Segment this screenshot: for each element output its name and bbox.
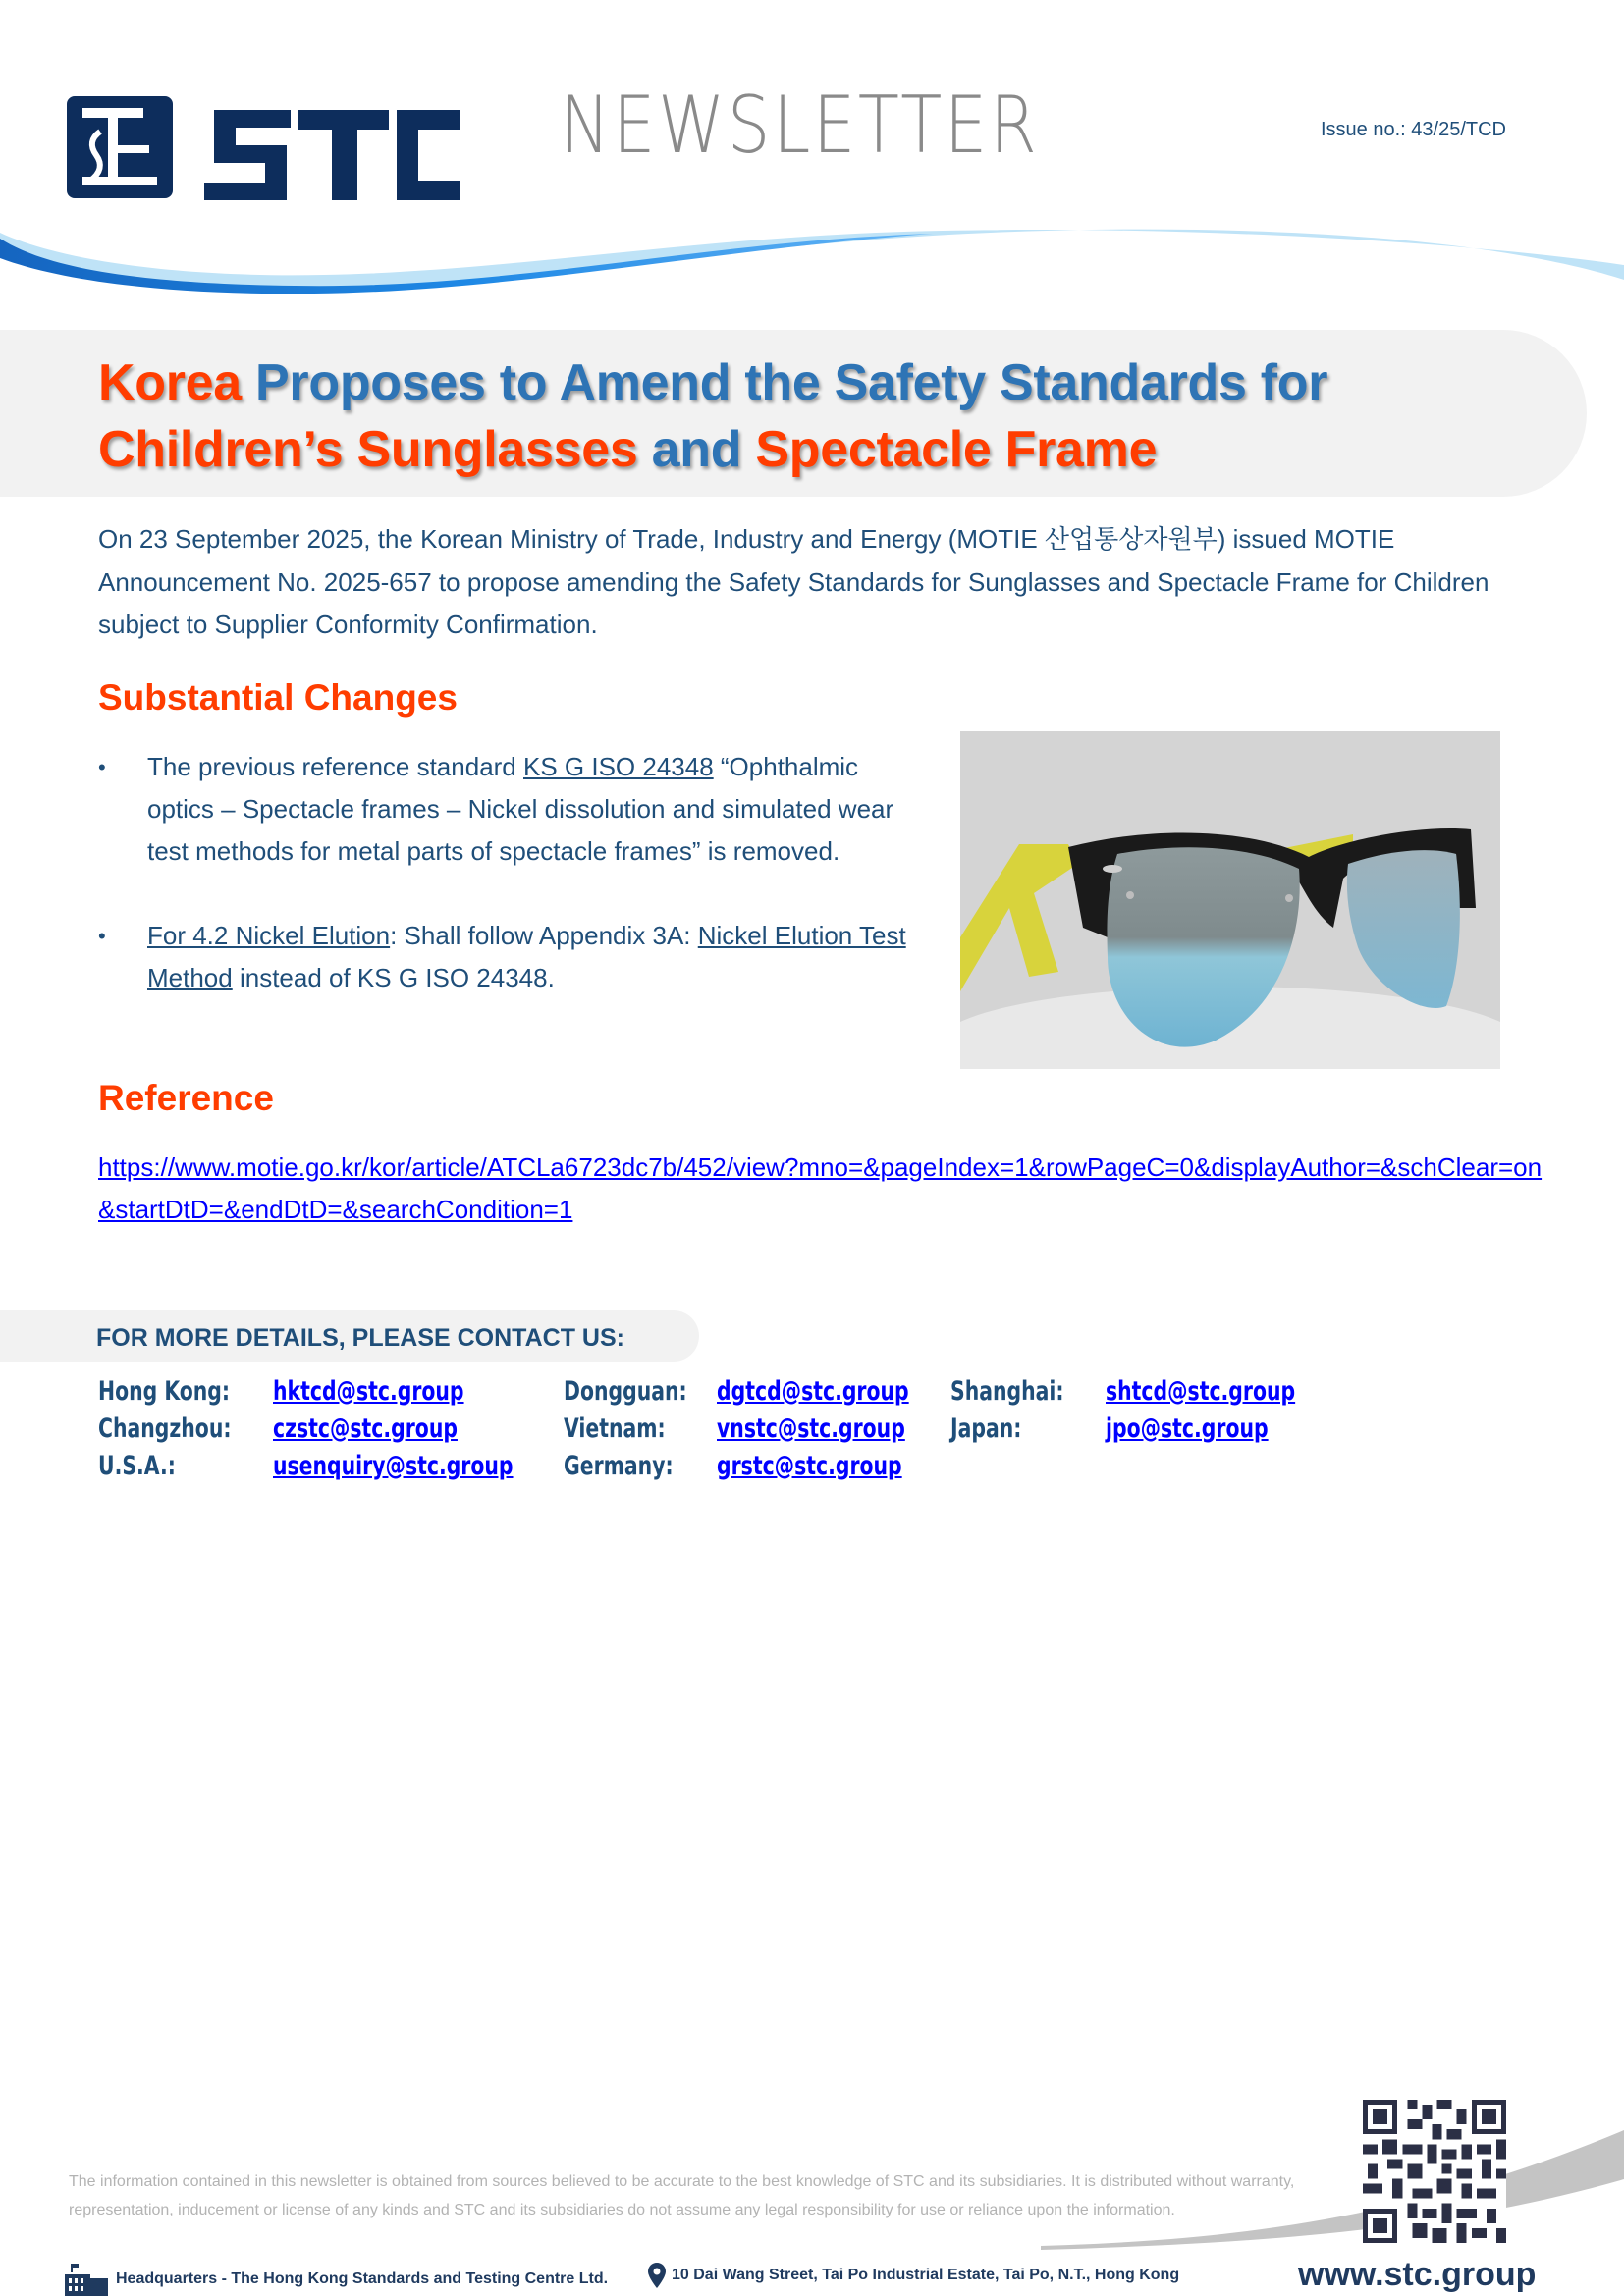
- changes-list: [98, 746, 923, 1041]
- bullet-text: instead of KS G ISO 24348.: [232, 963, 555, 992]
- test-method-link[interactable]: Nickel Elution Test Method: [147, 921, 906, 992]
- issue-number: Issue no.: 43/25/TCD: [1321, 119, 1506, 140]
- title-part: Proposes to Amend the Safety Standards for: [241, 354, 1328, 411]
- website-link[interactable]: www.stc.group: [1298, 2256, 1537, 2293]
- stc-logo: [67, 96, 460, 202]
- title-part: Korea: [98, 354, 242, 411]
- contact-title: FOR MORE DETAILS, PLEASE CONTACT US:: [96, 1324, 624, 1352]
- headquarters: [63, 2263, 608, 2296]
- reference-link[interactable]: https://www.motie.go.kr/kor/article/ATCLa6723dc7b/452/view?mno=&pageIndex=1&rowPageC=0&displayAuthor=&schClear=on&startDtD=&endDtD=&searchCondition=1: [98, 1152, 1543, 1224]
- intro-text: ) issued MOTIE Announcement No. 2025-657 to propose amending the Safety Standards for Sunglasses and Spectacle Frame for Children subject to Supplier Conformity Confirmation.: [98, 524, 1489, 639]
- building-icon: [63, 2263, 110, 2296]
- title-part: and: [637, 421, 756, 478]
- standard-link[interactable]: KS G ISO 24348: [523, 752, 714, 781]
- contact-label: Shanghai:: [950, 1376, 1064, 1407]
- contact-label: Changzhou:: [98, 1414, 232, 1444]
- contact-label: Dongguan:: [564, 1376, 687, 1407]
- list-item: [98, 915, 923, 999]
- bullet-text: : Shall follow Appendix 3A:: [390, 921, 698, 950]
- reference-heading: Reference: [98, 1078, 274, 1118]
- contact-email[interactable]: czstc@stc.group: [273, 1414, 458, 1444]
- intro-korean-text: 산업통상자원부: [1044, 525, 1218, 555]
- location-pin-icon: [648, 2263, 666, 2288]
- contact-email[interactable]: jpo@stc.group: [1106, 1414, 1269, 1444]
- disclaimer: The information contained in this newsletter is obtained from sources believed to be accurate to the best knowledge of STC and its subsidiaries. It is distributed without warranty, representation, inducement or license of any kinds and STC and its subsidiaries do not assume any legal responsibility for use or reliance upon the information.: [69, 2173, 1295, 2218]
- header-swoosh: [0, 221, 1624, 299]
- contact-email[interactable]: vnstc@stc.group: [717, 1414, 905, 1444]
- contact-email[interactable]: dgtcd@stc.group: [717, 1376, 909, 1407]
- logo-wordmark: [204, 110, 460, 200]
- qr-code-icon[interactable]: [1363, 2100, 1506, 2243]
- headquarters-text: Headquarters - The Hong Kong Standards and Testing Centre Ltd.: [116, 2270, 609, 2287]
- contact-email[interactable]: grstc@stc.group: [717, 1451, 902, 1481]
- bullet-text: The previous reference standard: [147, 752, 523, 781]
- nickel-elution-link[interactable]: For 4.2 Nickel Elution: [147, 921, 391, 950]
- contact-label: Germany:: [564, 1451, 674, 1481]
- sunglasses-photo: [960, 731, 1500, 1069]
- intro-paragraph: [98, 518, 1551, 646]
- contact-label: U.S.A.:: [98, 1451, 176, 1481]
- contact-label: Vietnam:: [564, 1414, 666, 1444]
- contacts-grid: [98, 1374, 1341, 1484]
- title-part: Children’s Sunglasses: [98, 421, 638, 478]
- contact-email[interactable]: usenquiry@stc.group: [273, 1451, 514, 1481]
- article-title: [98, 349, 1551, 483]
- intro-text: On 23 September 2025, the Korean Ministry of Trade, Industry and Energy (MOTIE: [98, 524, 1045, 554]
- address: [648, 2263, 1179, 2288]
- title-part: Spectacle Frame: [755, 421, 1158, 478]
- contact-email[interactable]: shtcd@stc.group: [1106, 1376, 1296, 1407]
- list-item: [98, 746, 923, 873]
- address-text: 10 Dai Wang Street, Tai Po Industrial Estate, Tai Po, N.T., Hong Kong: [672, 2267, 1180, 2283]
- bullet-text: “Ophthalmic optics – Spectacle frames – Nickel dissolution and simulated wear test methods for metal parts of spectacle frames” is removed.: [147, 752, 894, 866]
- contact-email[interactable]: hktcd@stc.group: [273, 1376, 464, 1407]
- contact-label: Japan:: [950, 1414, 1022, 1444]
- contact-label: Hong Kong:: [98, 1376, 231, 1407]
- newsletter-title: NEWSLETTER: [560, 80, 1040, 171]
- substantial-changes-heading: Substantial Changes: [98, 677, 458, 718]
